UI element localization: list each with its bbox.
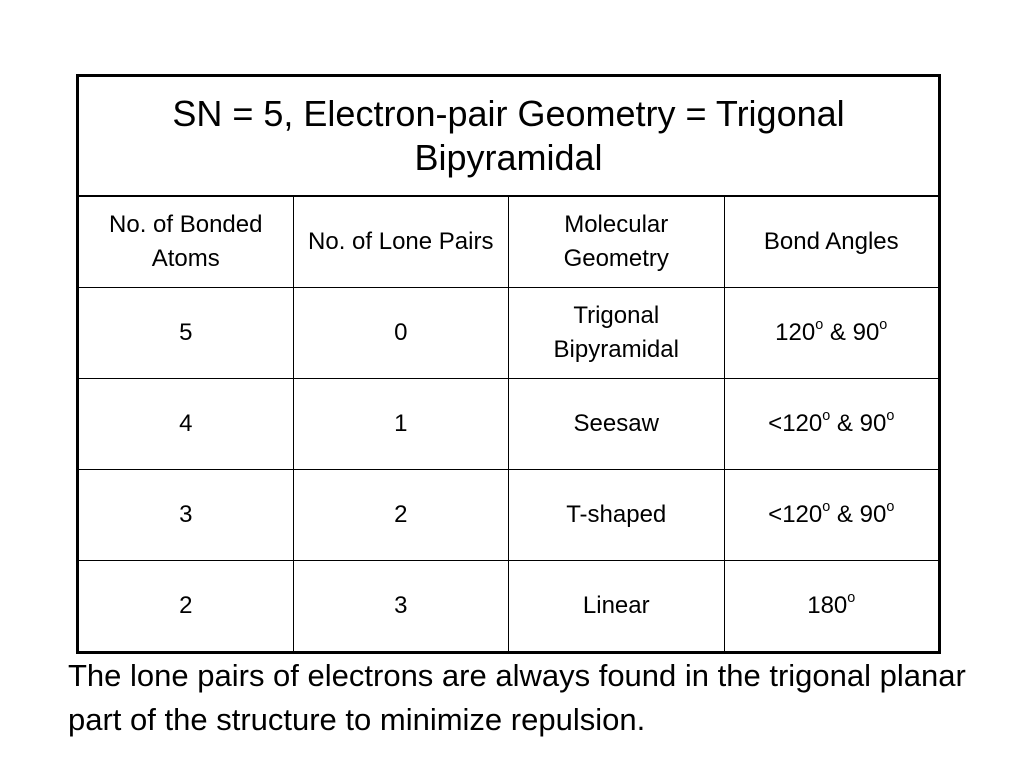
table-row <box>78 470 940 561</box>
cell-bond-angles <box>724 288 940 379</box>
title-row <box>78 76 940 197</box>
cell-bonded-atoms: 4 <box>78 379 294 470</box>
degree-sign: o <box>879 317 888 333</box>
degree-sign: o <box>815 317 824 333</box>
cell-bond-angles <box>724 470 940 561</box>
cell-bonded-atoms: 2 <box>78 561 294 653</box>
header-lone-pairs: No. of Lone Pairs <box>293 196 509 288</box>
cell-bond-angles <box>724 379 940 470</box>
angle-joiner: & <box>836 501 860 528</box>
cell-molecular-geometry: T-shaped <box>509 470 725 561</box>
angle-prefix: < <box>768 410 783 437</box>
degree-sign: o <box>847 590 856 606</box>
cell-molecular-geometry: Trigonal Bipyramidal <box>509 288 725 379</box>
header-molecular-geometry: Molecular Geometry <box>509 196 725 288</box>
cell-lone-pairs: 0 <box>293 288 509 379</box>
degree-sign: o <box>822 499 831 515</box>
angle-primary: 120 <box>782 410 823 437</box>
cell-molecular-geometry: Seesaw <box>509 379 725 470</box>
angle-joiner: & <box>836 410 860 437</box>
angle-secondary: 90 <box>859 410 887 437</box>
header-bonded-atoms: No. of Bonded Atoms <box>78 196 294 288</box>
geometry-table <box>76 74 941 654</box>
cell-lone-pairs: 3 <box>293 561 509 653</box>
table-row <box>78 561 940 653</box>
angle-secondary: 90 <box>859 501 887 528</box>
degree-sign: o <box>886 408 895 424</box>
cell-lone-pairs: 1 <box>293 379 509 470</box>
table-row <box>78 288 940 379</box>
angle-secondary: 90 <box>852 319 880 346</box>
angle-primary: 120 <box>782 501 823 528</box>
header-row <box>78 196 940 288</box>
angle-joiner: & <box>829 319 853 346</box>
cell-bonded-atoms: 3 <box>78 470 294 561</box>
cell-bonded-atoms: 5 <box>78 288 294 379</box>
header-bond-angles: Bond Angles <box>724 196 940 288</box>
footnote-text: The lone pairs of electrons are always found in the trigonal planar part of the structure to minimize repulsion. <box>68 658 966 737</box>
degree-sign: o <box>886 499 895 515</box>
table-row <box>78 379 940 470</box>
angle-primary: 120 <box>775 319 816 346</box>
cell-lone-pairs: 2 <box>293 470 509 561</box>
degree-sign: o <box>822 408 831 424</box>
angle-prefix: < <box>768 501 783 528</box>
angle-primary: 180 <box>807 592 848 619</box>
cell-bond-angles <box>724 561 940 653</box>
table-title: SN = 5, Electron-pair Geometry = Trigonal Bipyramidal <box>78 76 940 197</box>
cell-molecular-geometry: Linear <box>509 561 725 653</box>
